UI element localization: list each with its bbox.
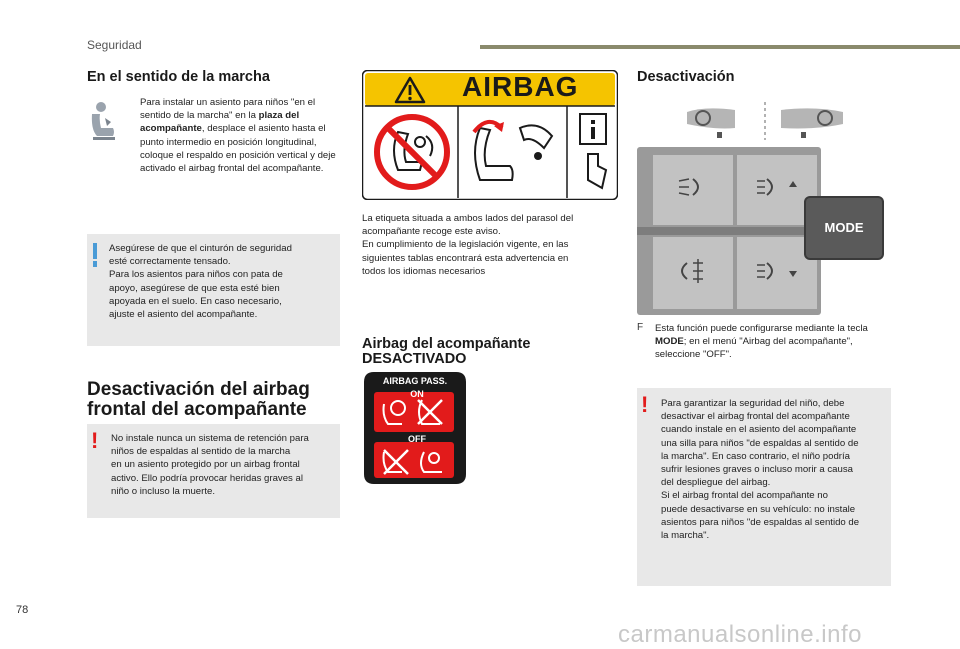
- heading-passenger-1: Airbag del acompañante: [362, 336, 531, 352]
- label-line: todos los idiomas necesarios: [362, 265, 486, 277]
- section-bar: [480, 45, 960, 49]
- warning-text-right: [661, 397, 889, 542]
- control-panel: [637, 147, 821, 315]
- warning-box-left: [87, 424, 340, 518]
- info-line: apoyada en el suelo. En caso necesario,: [109, 295, 282, 307]
- child-seat-forward-icon: [87, 100, 119, 144]
- on-label: ON: [410, 389, 424, 399]
- mode-button-label: MODE: [824, 220, 864, 235]
- warning-line: niños de espaldas al sentido de la marcha: [111, 446, 291, 458]
- info-line: esté correctamente tensado.: [109, 256, 231, 268]
- info-text: [109, 242, 337, 321]
- label-line: acompañante recoge este aviso.: [362, 226, 501, 238]
- facing-text-2: , desplace el asiento hasta el punto intermedio en posición longitudinal, coloque el respaldo en posición vertical y deje activado el airbag frontal del acompañante.: [140, 123, 336, 175]
- config-paragraph: [655, 322, 875, 362]
- config-bold: MODE: [655, 336, 684, 348]
- heading-deactivation-2: frontal del acompañante: [87, 399, 307, 420]
- warning-line: Si el airbag frontal del acompañante no: [661, 490, 828, 502]
- page-number: 78: [16, 604, 29, 616]
- mode-button[interactable]: [806, 198, 882, 258]
- warning-icon-right: !: [641, 392, 649, 417]
- config-text: Esta función puede configurarse mediante la tecla: [655, 323, 868, 334]
- heading-desactivacion: Desactivación: [637, 69, 735, 85]
- warning-line: cuando instale en el asiento del acompañante: [661, 424, 857, 436]
- facing-text: Para instalar un asiento para niños "en el sentido de la marcha" en la: [140, 97, 316, 122]
- facing-bold: plaza del acompañante: [140, 110, 300, 135]
- bullet-glyph: F: [637, 322, 644, 333]
- warning-text-left: [111, 432, 339, 498]
- info-box: [87, 234, 340, 346]
- warning-line: asientos para niños "de espaldas al sentido de: [661, 516, 860, 528]
- dashboard-steering-icons: [685, 100, 845, 142]
- heading-facing: En el sentido de la marcha: [87, 69, 270, 85]
- warning-icon: !: [91, 428, 99, 453]
- warning-line: del despliegue del airbag.: [661, 477, 771, 489]
- airbag-pass-indicator: [362, 370, 468, 486]
- label-line: siguientes tablas encontrará esta advertencia en: [362, 252, 569, 264]
- info-line: Para los asientos para niños con pata de: [109, 269, 283, 281]
- section-title: Seguridad: [87, 38, 142, 52]
- facing-paragraph: [140, 96, 340, 175]
- info-marker-bottom: [93, 261, 97, 267]
- warning-line: No instale nunca un sistema de retención para: [111, 433, 309, 444]
- warning-line: niño o incluso la muerte.: [111, 485, 215, 497]
- airbag-label-text: AIRBAG: [462, 71, 579, 102]
- label-description: [362, 212, 618, 278]
- warning-line: desactivar el airbag frontal del acompañante: [661, 411, 850, 423]
- label-line: En cumplimiento de la legislación vigente, en las: [362, 239, 569, 251]
- warning-line: la marcha". En caso contrario, el niño podría: [661, 450, 850, 462]
- info-line: apoyo, asegúrese de que esta esté bien: [109, 282, 280, 294]
- info-marker-top: [93, 243, 97, 259]
- warning-line: en un asiento protegido por un airbag frontal: [111, 459, 300, 471]
- warning-line: puede desactivarse en su vehículo: no instale: [661, 503, 856, 515]
- warning-line: una silla para niños "de espaldas al sentido de: [661, 437, 859, 449]
- warning-line: la marcha".: [661, 530, 710, 542]
- warning-box-right: [637, 388, 891, 586]
- heading-passenger-2: DESACTIVADO: [362, 351, 467, 367]
- watermark: carmanualsonline.info: [618, 621, 862, 648]
- info-line: Asegúrese de que el cinturón de seguridad: [109, 243, 292, 254]
- info-line: ajuste el asiento del acompañante.: [109, 309, 258, 321]
- warning-line: activo. Ello podría provocar heridas graves al: [111, 472, 303, 484]
- label-line: La etiqueta situada a ambos lados del parasol del: [362, 213, 574, 224]
- airbag-pass-label: AIRBAG PASS.: [382, 376, 448, 386]
- warning-line: sufrir lesiones graves o incluso morir a causa: [661, 464, 853, 476]
- off-label: OFF: [408, 434, 426, 444]
- warning-line: Para garantizar la seguridad del niño, debe: [661, 398, 845, 409]
- config-text-2: ; en el menú "Airbag del acompañante", seleccione "OFF".: [655, 336, 853, 361]
- heading-deactivation-1: Desactivación del airbag: [87, 379, 310, 400]
